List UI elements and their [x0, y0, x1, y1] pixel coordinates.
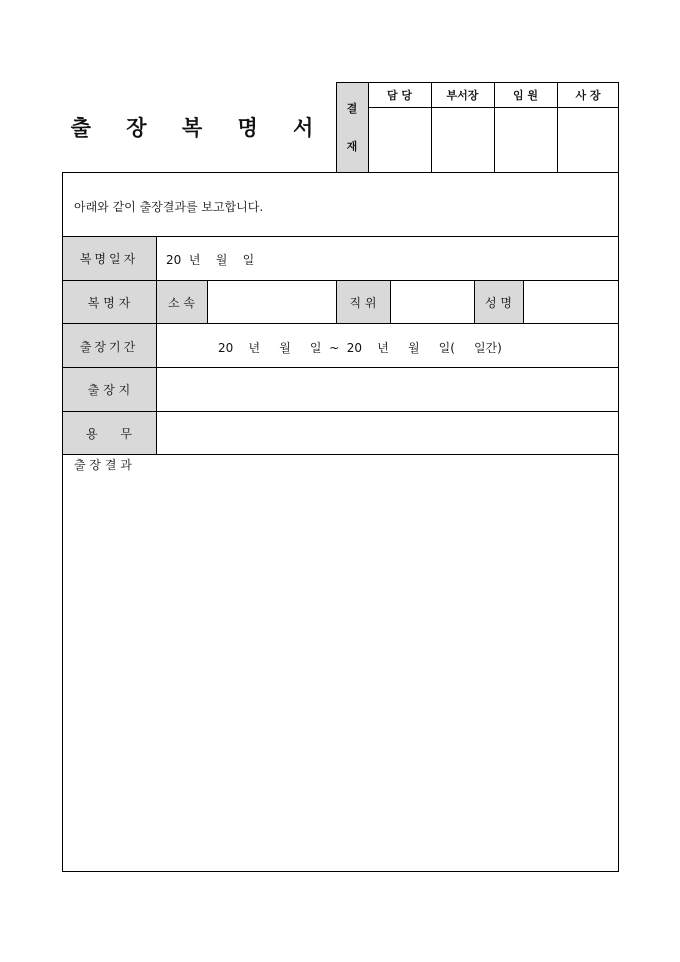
trip-period-label: 출장기간: [79, 339, 139, 354]
position-label: 직 위: [349, 295, 377, 310]
result-field[interactable]: [63, 472, 618, 870]
approval-header-executive: 임 원: [512, 88, 539, 102]
reporter-label: 복 명 자: [87, 295, 131, 310]
approval-label-top: 결: [346, 102, 358, 115]
report-date-value[interactable]: 20 년 월 일: [166, 253, 255, 267]
page-title: 출 장 복 명 서: [70, 115, 328, 140]
position-field[interactable]: [391, 281, 474, 323]
approval-label-bottom: 재: [346, 140, 358, 153]
purpose-field[interactable]: [157, 412, 618, 454]
approval-sign-president[interactable]: [557, 107, 619, 172]
name-field[interactable]: [524, 281, 618, 323]
approval-sign-manager[interactable]: [368, 107, 431, 172]
approval-sign-dept-head[interactable]: [431, 107, 494, 172]
report-date-label: 복명일자: [79, 252, 139, 266]
approval-sign-executive[interactable]: [494, 107, 557, 172]
approval-header-dept-head: 부서장: [446, 88, 479, 102]
purpose-label: 용 무: [85, 426, 133, 441]
affiliation-field[interactable]: [208, 281, 336, 323]
result-label: 출 장 결 과: [74, 458, 132, 472]
approval-header-manager: 담 당: [386, 88, 413, 102]
approval-header-president: 사 장: [575, 88, 601, 102]
trip-period-value[interactable]: 20 년 월 일 ~ 20 년 월 일( 일간): [218, 341, 502, 355]
destination-label: 출 장 지: [87, 383, 131, 397]
name-label: 성 명: [485, 295, 512, 310]
affiliation-label: 소 속: [168, 295, 195, 310]
destination-field[interactable]: [157, 368, 618, 411]
intro-text: 아래와 같이 출장결과를 보고합니다.: [74, 200, 264, 214]
approval-label-cell: [336, 82, 368, 172]
